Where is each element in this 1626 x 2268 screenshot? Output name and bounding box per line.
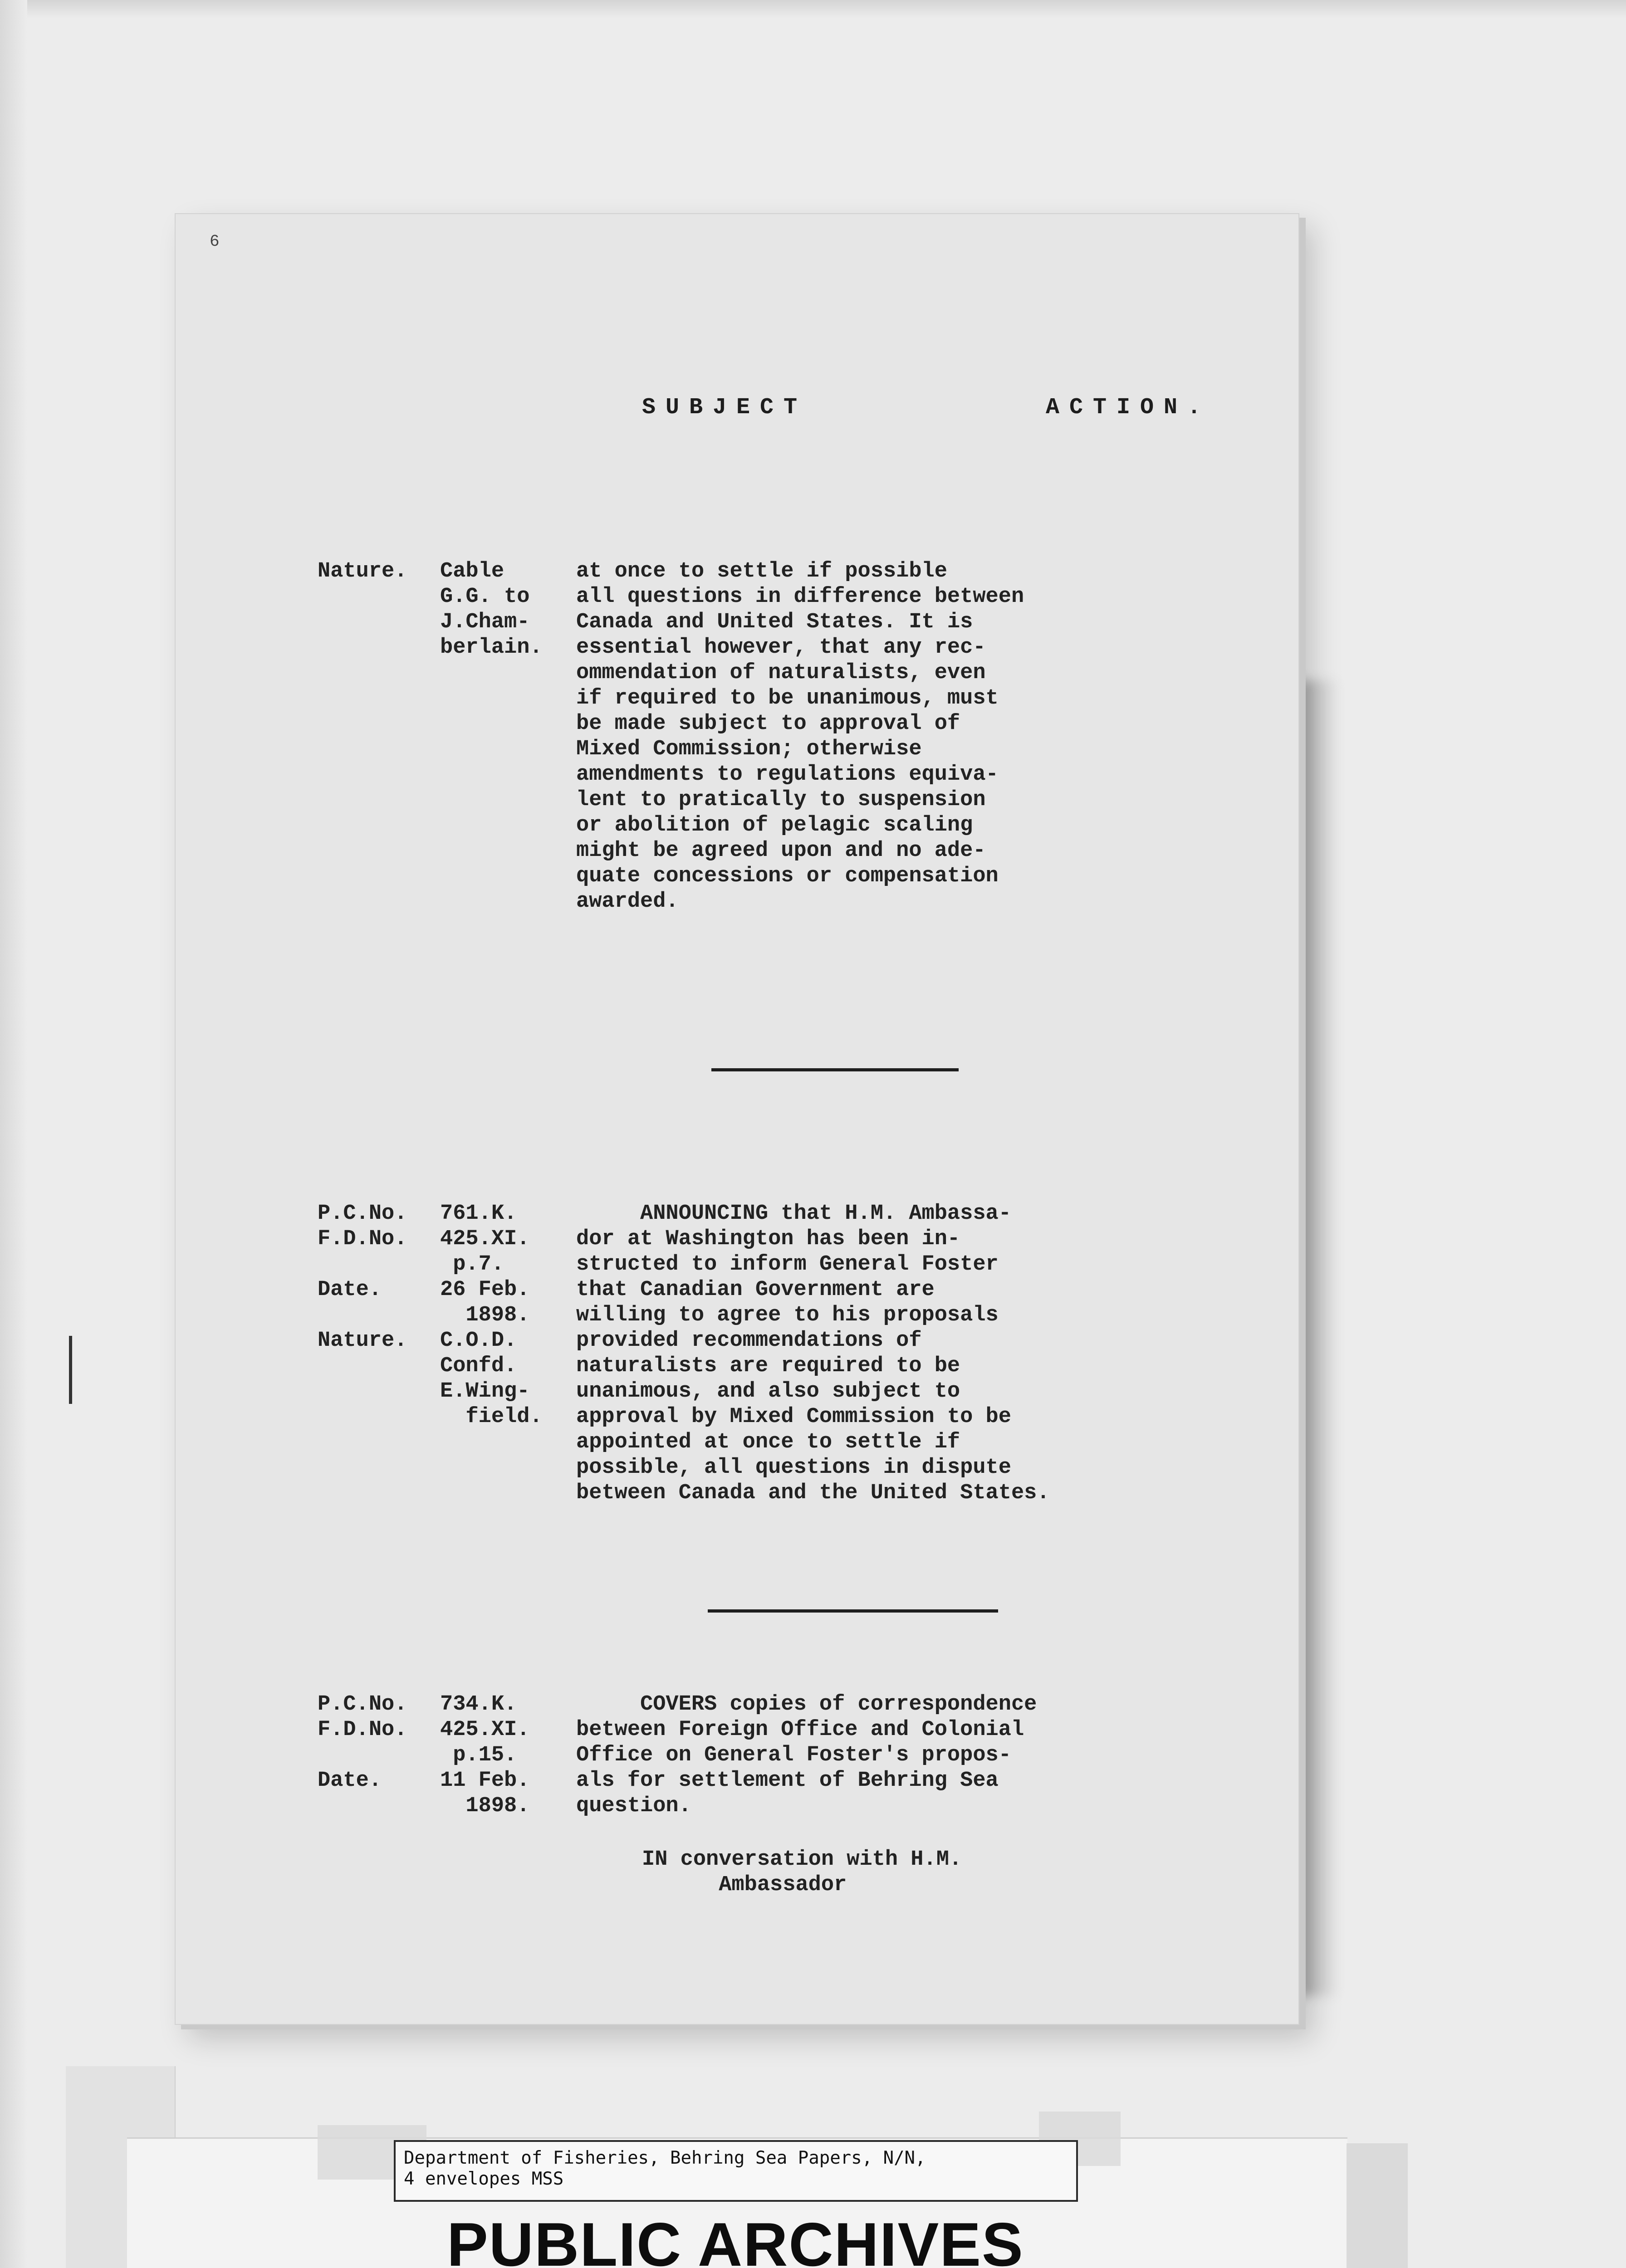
divider-2: [708, 1609, 998, 1613]
action-header: ACTION.: [1046, 395, 1211, 420]
corner-mark: 6: [210, 232, 220, 251]
archive-title-en: PUBLIC ARCHIVES: [447, 2210, 1024, 2268]
entry-2-left: P.C.No. F.D.No. Date. Nature.: [318, 1202, 407, 1353]
slip-line-1: Department of Fisheries, Behring Sea Papers, N/N,: [404, 2148, 926, 2168]
entry-2-mid: 761.K. 425.XI. p.7. 26 Feb. 1898. C.O.D. Confd. E.Wing- field.: [440, 1202, 543, 1429]
entry-3-left: P.C.No. F.D.No. Date.: [318, 1692, 407, 1793]
entry-1-left: Nature.: [318, 559, 407, 583]
entry-1-mid: Cable G.G. to J.Cham- berlain.: [440, 559, 543, 660]
margin-mark: [69, 1336, 72, 1404]
film-edge-top: [0, 0, 1626, 18]
slip-line-2: 4 envelopes MSS: [404, 2169, 564, 2189]
entry-2-text: ANNOUNCING that H.M. Ambassa- dor at Washington has been in- structed to inform General Foster that Canadian Government are willing to agree to his proposals provided recommendations of naturalists are required to be unanimous, and also subject to approval by Mixed Commission to be appointed at once to settle if possible, all questions in dispute between Canada and the United States.: [576, 1202, 1050, 1505]
entry-3-mid: 734.K. 425.XI. p.15. 11 Feb. 1898.: [440, 1692, 530, 1818]
subject-header: SUBJECT: [642, 395, 808, 420]
catalog-slip: [394, 2140, 1078, 2202]
sheet-shadow: [1298, 680, 1339, 1996]
entry-3-action: IN conversation with H.M. Ambassador: [642, 1848, 962, 1897]
entry-3-text: COVERS copies of correspondence between Foreign Office and Colonial Office on General Foster's propos- als for settlement of Behring Sea question.: [576, 1692, 1037, 1818]
entry-1-text: at once to settle if possible all questions in difference between Canada and United States. It is essential however, that any rec- ommendation of naturalists, even if required to be unanimous, must be made subject to approval of Mixed Commission; otherwise amendments to regulations equiva- lent to pratically to suspension or abolition of pelagic scaling might be agreed upon and no ade- quate concessions or compensation awarded.: [576, 559, 1024, 914]
film-edge-left: [0, 0, 27, 2268]
divider-1: [711, 1068, 959, 1071]
